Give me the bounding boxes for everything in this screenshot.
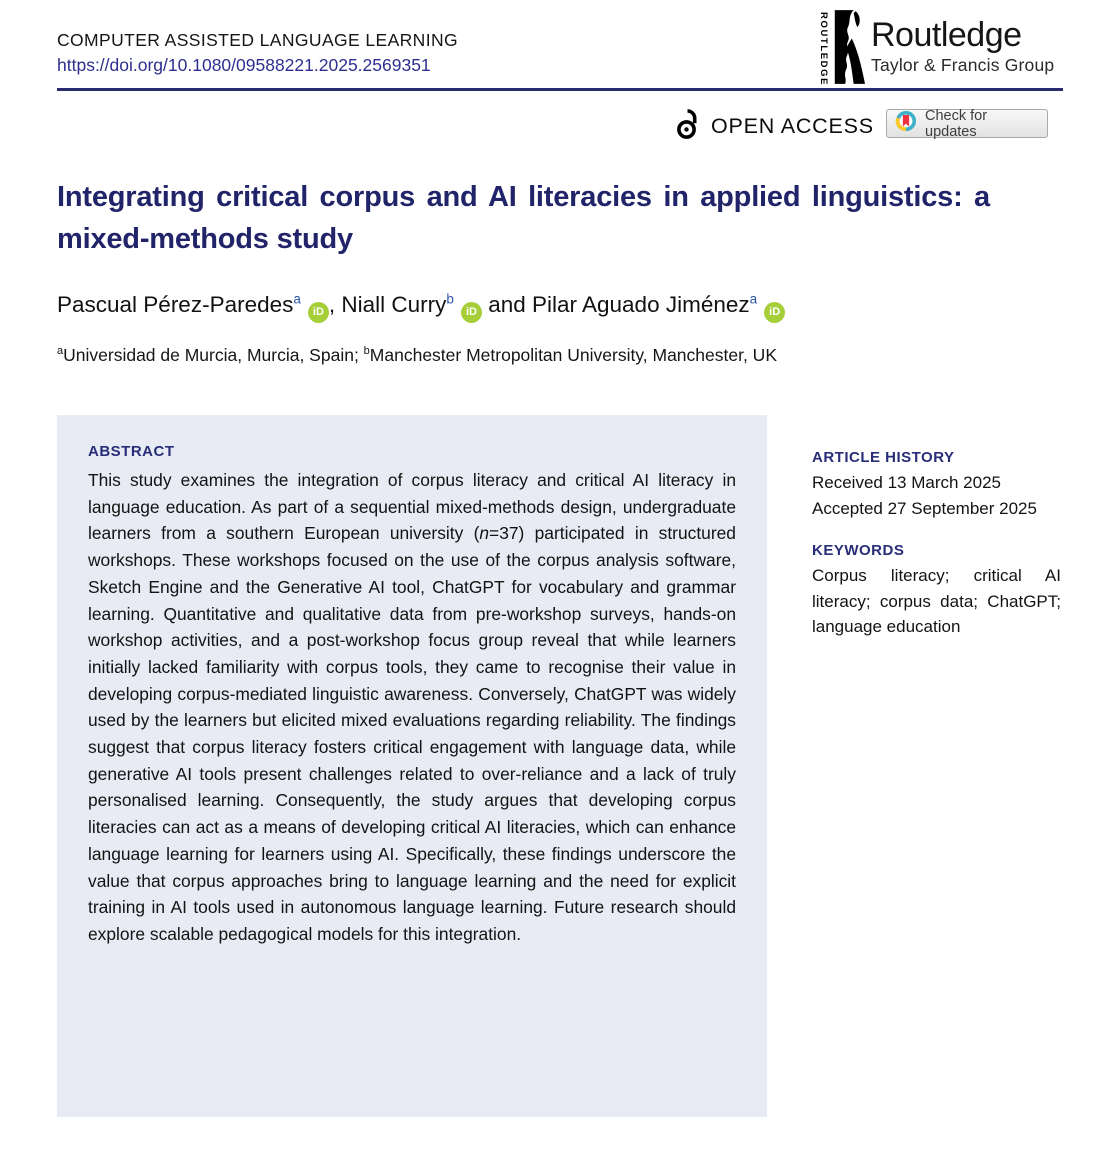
publisher-name: Routledge <box>871 16 1022 54</box>
author-affiliation-mark: a <box>749 291 758 307</box>
orcid-icon[interactable]: iD <box>461 302 482 323</box>
keywords-body: Corpus literacy; critical AI literacy; corpus data; ChatGPT; language education <box>812 566 1061 636</box>
article-meta-column <box>812 449 1061 640</box>
journal-name: COMPUTER ASSISTED LANGUAGE LEARNING <box>57 30 459 50</box>
abstract-box <box>57 415 767 1117</box>
open-access <box>674 108 874 144</box>
accepted-date: Accepted 27 September 2025 <box>812 498 1037 518</box>
check-for-updates-button[interactable] <box>886 109 1048 138</box>
publisher-logo <box>818 10 1054 89</box>
abstract-heading: ABSTRACT <box>88 443 175 460</box>
affiliation-mark: b <box>363 345 370 358</box>
affiliation-text: Universidad de Murcia, Murcia, Spain; <box>63 345 364 365</box>
article-title: Integrating critical corpus and AI literacies in applied linguistics: a mixed-methods study <box>57 181 990 255</box>
received-date: Received 13 March 2025 <box>812 473 1002 492</box>
abstract-text <box>88 467 741 948</box>
author-separator: and <box>481 292 532 317</box>
affiliation-line <box>57 345 1017 366</box>
author-name: Pascual Pérez-Paredes <box>57 292 294 317</box>
doi-link[interactable]: https://doi.org/10.1080/09588221.2025.2569351 <box>57 55 431 75</box>
abstract-part2: =37) participated in structured workshops. These workshops focused on the use of the corpus analysis software, Sketch Engine and the Generative AI tool, ChatGPT for vocabulary and grammar learning. Quantitative and qualitative data from pre-workshop surveys, hands-on workshop activities, and a post-workshop focus group reveal that while learners initially lacked familiarity with corpus tools, they came to recognise their value in developing corpus-mediated linguistic awareness. Conversely, ChatGPT was widely used by the learners but elicited mixed evaluations regarding reliability. The findings suggest that corpus literacy fosters critical engagement with language data, while generative AI tools present challenges related to over-reliance and a lack of truly personalised learning. Consequently, the study argues that developing corpus literacies can act as a means of developing critical AI literacies, which can enhance language learning for learners using AI. Specifically, these findings underscore the value that corpus approaches bring to language learning and the need for explicit training in AI tools used in autonomous language learning. Future research should explore scalable pedagogical models for this integration. <box>88 523 741 944</box>
orcid-icon[interactable]: iD <box>308 302 329 323</box>
routledge-mark-icon <box>831 10 865 89</box>
routledge-vertical-wordmark: ROUTLEDGE <box>818 12 829 87</box>
meta-gap <box>812 521 1061 542</box>
article-history-heading: ARTICLE HISTORY <box>812 449 955 466</box>
check-for-updates-label: Check for updates <box>925 107 988 140</box>
affiliation-text: Manchester Metropolitan University, Manchester, UK <box>369 345 777 365</box>
orcid-icon[interactable]: iD <box>764 302 785 323</box>
author-affiliation-mark: a <box>293 291 301 307</box>
abstract-n-variable: n <box>479 523 490 544</box>
author-separator: , <box>328 292 342 317</box>
author-affiliation-mark: b <box>446 291 454 307</box>
crossmark-icon <box>895 110 917 137</box>
author-line <box>57 292 1017 323</box>
publisher-group: Taylor & Francis Group <box>871 55 1055 75</box>
publisher-text <box>871 18 1054 76</box>
open-access-lock-icon <box>674 108 701 144</box>
article-history-body <box>812 470 1061 521</box>
author-name: Niall Curry <box>341 292 447 317</box>
open-access-label: OPEN ACCESS <box>711 113 874 138</box>
abstract-part1: This study examines the integration of corpus literacy and critical AI literacy in language education. As part of a sequential mixed-methods design, undergraduate learners from a southern European university ( <box>88 470 741 544</box>
affiliation-mark: a <box>57 345 64 358</box>
keywords-heading: KEYWORDS <box>812 542 905 559</box>
author-name: Pilar Aguado Jiménez <box>531 292 750 317</box>
